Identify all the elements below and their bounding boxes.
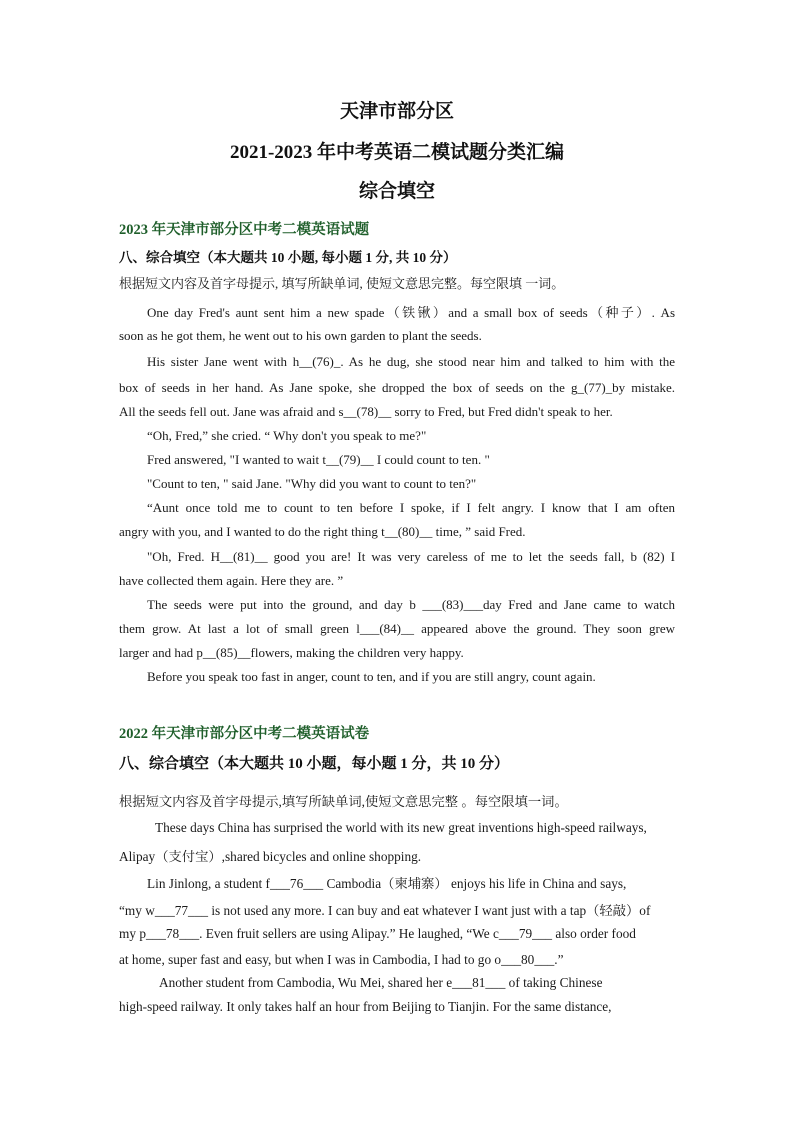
section-heading-2023: 2023 年天津市部分区中考二模英语试题	[119, 222, 370, 238]
passage-line: "Count to ten, " said Jane. "Why did you want to count to ten?"	[147, 476, 477, 491]
passage-line: These days China has surprised the world with its new great inventions high-speed railways,	[155, 820, 647, 835]
doc-title-topic: 综合填空	[358, 181, 435, 202]
instruction-2022: 根据短文内容及首字母提示,填写所缺单词,使短文意思完整 。每空限填一词。	[119, 794, 568, 809]
passage-line: Fred answered, "I wanted to wait t__(79)__ I could count to ten. "	[147, 452, 490, 467]
doc-title-main: 2021-2023 年中考英语二模试题分类汇编	[229, 142, 565, 163]
section-heading-2022: 2022 年天津市部分区中考二模英语试卷	[119, 726, 370, 742]
passage-line: His sister Jane went with h__(76)_. As he dug, she stood near him and talked to him with the	[147, 354, 675, 369]
passage-line: soon as he got them, he went out to his own garden to plant the seeds.	[119, 328, 482, 343]
passage-line: my p___78___. Even fruit sellers are using Alipay.” He laughed, “We c___79___ also order food	[119, 926, 636, 941]
passage-line: Before you speak too fast in anger, count to ten, and if you are still angry, count again.	[147, 669, 596, 684]
passage-line: larger and had p__(85)__flowers, making the children very happy.	[119, 645, 464, 660]
passage-line: The seeds were put into the ground, and day b ___(83)___day Fred and Jane came to watch	[147, 597, 675, 612]
passage-line: box of seeds in her hand. As Jane spoke, she dropped the box of seeds on the g_(77)_by mistake.	[119, 380, 675, 395]
passage-line: them grow. At last a lot of small green l___(84)__ appeared above the ground. They soon grew	[119, 621, 675, 636]
doc-title-region: 天津市部分区	[339, 101, 454, 122]
passage-line: One day Fred's aunt sent him a new spade（铁锹）and a small box of seeds（种子）. As	[147, 305, 675, 320]
part-heading-2022: 八、综合填空（本大题共 10 小题，每小题 1 分，共 10 分）	[119, 756, 510, 772]
passage-line: “my w___77___ is not used any more. I can buy and eat whatever I want just with a tap（轻敲）of	[119, 903, 651, 918]
passage-line: Alipay（支付宝）,shared bicycles and online shopping.	[119, 849, 422, 864]
instruction-2023: 根据短文内容及首字母提示, 填写所缺单词, 使短文意思完整。每空限填 一词。	[119, 276, 565, 291]
passage-line: "Oh, Fred. H__(81)__ good you are! It was very careless of me to let the seeds fall, b (82) I	[147, 549, 675, 564]
passage-line: have collected them again. Here they are. ”	[119, 573, 344, 588]
passage-line: at home, super fast and easy, but when I was in Cambodia, I had to go o___80___.”	[119, 952, 564, 967]
passage-line: “Oh, Fred,” she cried. “ Why don't you speak to me?"	[147, 428, 427, 443]
passage-line: “Aunt once told me to count to ten before I spoke, if I felt angry. I know that I am often	[147, 500, 675, 515]
part-heading-2023: 八、综合填空（本大题共 10 小题, 每小题 1 分, 共 10 分）	[119, 250, 457, 265]
passage-line: All the seeds fell out. Jane was afraid and s__(78)__ sorry to Fred, but Fred didn't speak to her.	[119, 404, 613, 419]
passage-line: angry with you, and I wanted to do the right thing t__(80)__ time, ” said Fred.	[119, 524, 526, 539]
passage-line: Another student from Cambodia, Wu Mei, shared her e___81___ of taking Chinese	[159, 975, 603, 990]
passage-line: Lin Jinlong, a student f___76___ Cambodia（柬埔寨） enjoys his life in China and says,	[147, 876, 627, 891]
passage-line: high-speed railway. It only takes half an hour from Beijing to Tianjin. For the same distance,	[119, 999, 612, 1014]
